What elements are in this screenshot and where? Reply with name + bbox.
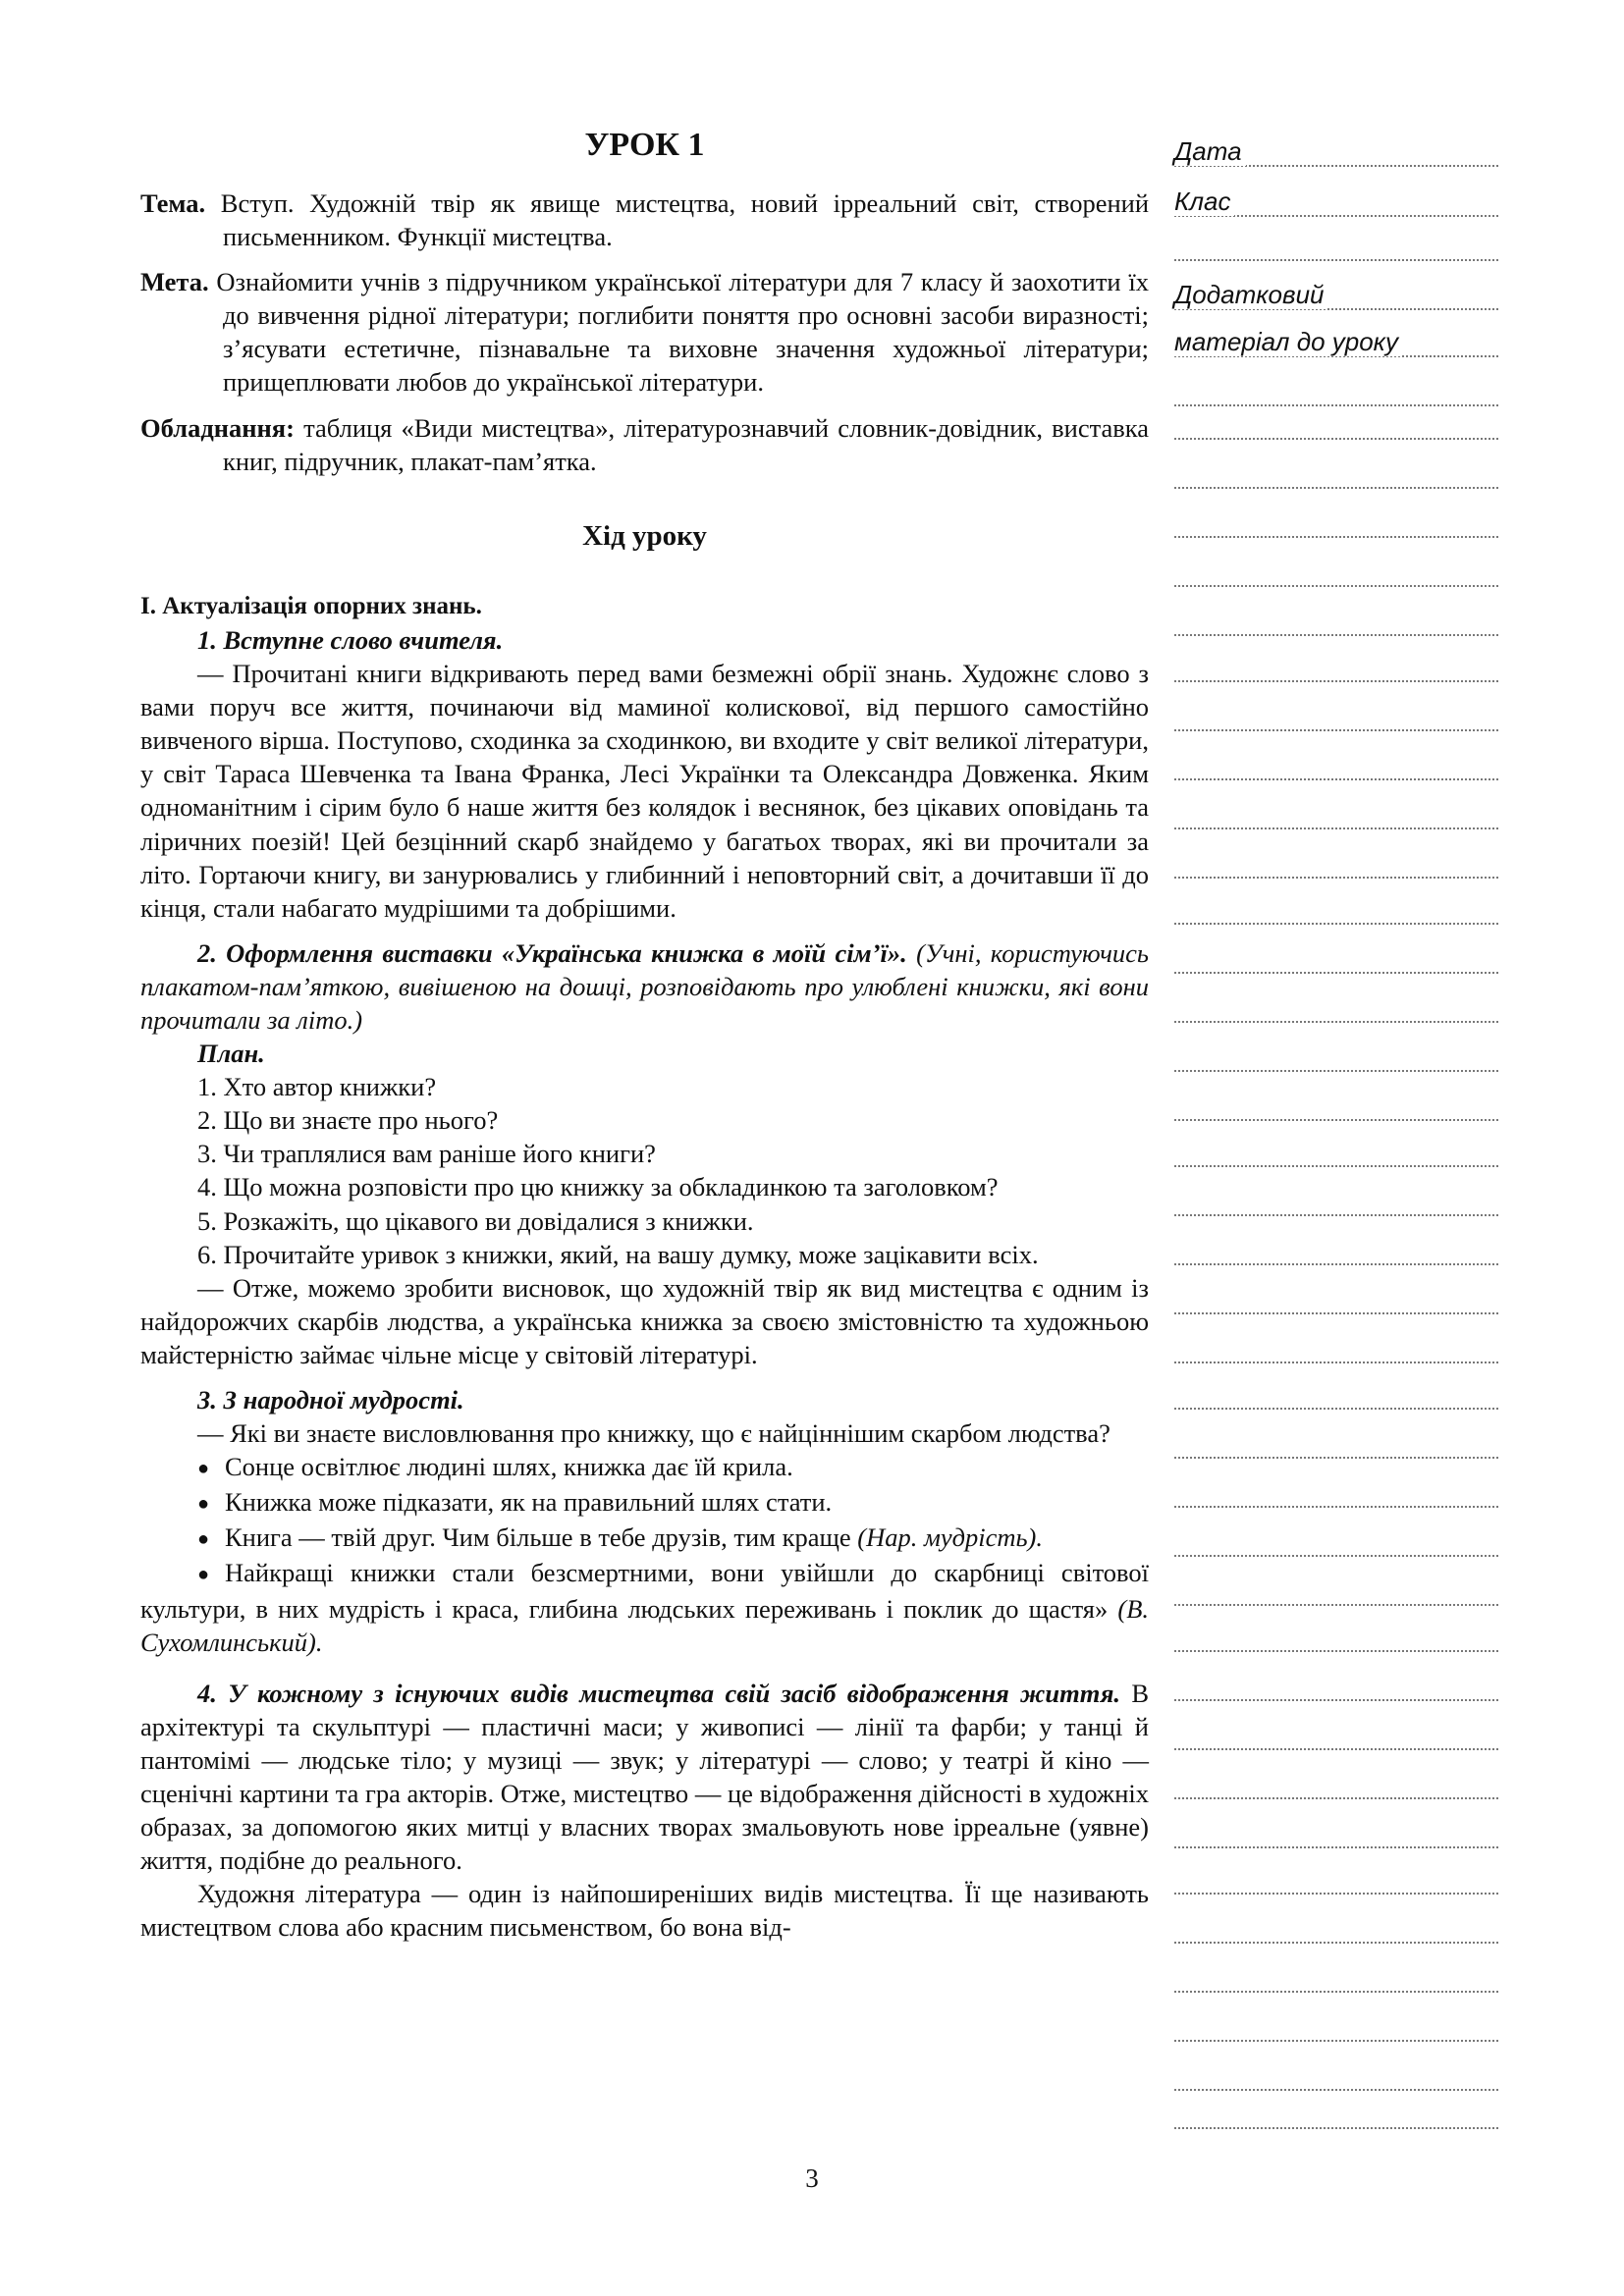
note-line bbox=[1174, 1457, 1498, 1459]
bullet-icon: ● bbox=[197, 1564, 210, 1586]
notes-sidebar bbox=[1174, 0, 1498, 2296]
note-line bbox=[1174, 1748, 1498, 1750]
note-line bbox=[1174, 2040, 1498, 2042]
tema-paragraph bbox=[140, 187, 1149, 253]
item2-conclusion: — Отже, можемо зробити висновок, що художній твір як вид мистецтва є одним із найдорожчих скарбів людства, а українська книжка за своєю змістовністю та художньою майстерністю займає чільне місце у світовій літературі. bbox=[140, 1272, 1149, 1369]
note-line bbox=[1174, 1991, 1498, 1993]
item4-text: В архітектурі та скульптурі — пластичні маси; у живописі — лінії та фарби; у танці й пантомімі — людське тіло; у музиці — звук; у літературі — слово; у театрі й кіно — сценічні картини та гра акторів. Отже, мистецтво — це відображення дійсності в художніх образах, за допомогою яких митці у власних творах змальовують нове ірреальне (уявне) життя, подібне до реального. bbox=[140, 1678, 1149, 1876]
note-line bbox=[1174, 1604, 1498, 1606]
item3-question: — Які ви знаєте висловлювання про книжку, що є найціннішим скарбом людства? bbox=[197, 1418, 1110, 1449]
tema-label: Тема. bbox=[140, 188, 206, 218]
bullet-source: (Нар. мудрість). bbox=[857, 1522, 1044, 1553]
note-line bbox=[1174, 1312, 1498, 1314]
bullet-item-1 bbox=[140, 1450, 1149, 1485]
note-line bbox=[1174, 259, 1498, 261]
note-line bbox=[1174, 1362, 1498, 1363]
bullet-icon: ● bbox=[197, 1528, 210, 1551]
bullet-text: Найкращі книжки стали безсмертними, вони увійшли до скарбниці світової культури, в них мудрість і краса, глибина людських переживань і поклик до щастя» bbox=[140, 1558, 1149, 1624]
bullet-icon: ● bbox=[197, 1458, 210, 1480]
item4-heading: 4. У кожному з існуючих видів мистецтва свій засіб відображення життя. bbox=[197, 1678, 1120, 1708]
note-line bbox=[1174, 680, 1498, 682]
note-line bbox=[1174, 729, 1498, 731]
item1-heading: 1. Вступне слово вчителя. bbox=[197, 624, 504, 655]
item2-note: (Учні, користуючись плакатом-пам’яткою, вивішеною на дошці, розповідають про улюблені книжки, які вони прочитали за літо.) bbox=[140, 937, 1149, 1035]
note-line bbox=[1174, 1699, 1498, 1701]
note-line bbox=[1174, 972, 1498, 974]
note-line bbox=[1174, 1263, 1498, 1265]
plan-item-1: 1. Хто автор книжки? bbox=[197, 1072, 437, 1102]
note-line bbox=[1174, 2089, 1498, 2091]
tema-text: Вступ. Художній твір як явище мистецтва, новий ірреальний світ, створений письменником. Функції мистецтва. bbox=[220, 188, 1150, 252]
item4-paragraph bbox=[140, 1677, 1149, 1878]
note-line bbox=[1174, 1555, 1498, 1557]
material-label: матеріал до уроку bbox=[1174, 327, 1402, 356]
item2-heading: 2. Оформлення виставки «Українська книжка в моїй сім’ї». bbox=[197, 937, 907, 968]
equipment-paragraph bbox=[140, 411, 1149, 478]
note-line bbox=[1174, 634, 1498, 636]
note-line bbox=[1174, 828, 1498, 829]
note-line bbox=[1174, 1797, 1498, 1799]
page-number: 3 bbox=[805, 2163, 819, 2193]
bullet-icon: ● bbox=[197, 1493, 210, 1516]
note-line bbox=[1174, 1942, 1498, 1944]
meta-paragraph bbox=[140, 265, 1149, 399]
bullet-item-4 bbox=[140, 1556, 1149, 1658]
note-line bbox=[1174, 2127, 1498, 2129]
bullet-text: Сонце освітлює людині шлях, книжка дає їй крила. bbox=[225, 1452, 793, 1482]
lesson-progress-heading: Хід уроку bbox=[582, 519, 707, 552]
item4-text2: Художня література — один із найпоширеніших видів мистецтва. Її ще називають мистецтвом слова або красним письменством, бо вона від- bbox=[140, 1879, 1149, 1943]
note-line bbox=[1174, 1165, 1498, 1167]
plan-item-6: 6. Прочитайте уривок з книжки, який, на вашу думку, може зацікавити всіх. bbox=[197, 1239, 1039, 1269]
note-line bbox=[1174, 1021, 1498, 1023]
note-line bbox=[1174, 536, 1498, 538]
bullet-item-3 bbox=[140, 1521, 1149, 1556]
note-line bbox=[1174, 1408, 1498, 1410]
note-line bbox=[1174, 1070, 1498, 1072]
equipment-label: Обладнання: bbox=[140, 412, 295, 443]
main-text-column bbox=[140, 126, 1149, 1945]
note-line bbox=[1174, 1893, 1498, 1895]
bullet-source: (В. Сухомлинський). bbox=[140, 1593, 1150, 1657]
note-line bbox=[1174, 1214, 1498, 1216]
note-line bbox=[1174, 778, 1498, 780]
plan-item-5: 5. Розкажіть, що цікавого ви довідалися з книжки. bbox=[197, 1205, 754, 1236]
section-heading: І. Актуалізація опорних знань. bbox=[140, 592, 482, 619]
bullet-item-2 bbox=[140, 1485, 1149, 1521]
note-line bbox=[1174, 487, 1498, 489]
note-line bbox=[1174, 1846, 1498, 1848]
note-line bbox=[1174, 404, 1498, 406]
note-line bbox=[1174, 1506, 1498, 1508]
item2-paragraph bbox=[140, 936, 1149, 1037]
note-line bbox=[1174, 585, 1498, 587]
bullet-text: Книжка може підказати, як на правильний шлях стати. bbox=[225, 1487, 833, 1518]
additional-label: Додатковий bbox=[1174, 280, 1327, 309]
meta-label: Мета. bbox=[140, 267, 209, 297]
equipment-text: таблиця «Види мистецтва», літературознавчий словник-довідник, виставка книг, підручник, плакат-пам’ятка. bbox=[223, 412, 1149, 476]
plan-label: План. bbox=[197, 1039, 265, 1069]
date-label: Дата bbox=[1174, 136, 1246, 166]
plan-item-4: 4. Що можна розповісти про цю книжку за обкладинкою та заголовком? bbox=[197, 1172, 999, 1202]
item3-heading: 3. З народної мудрості. bbox=[197, 1385, 464, 1415]
item1-text: — Прочитані книги відкривають перед вами безмежні обрії знань. Художнє слово з вами поруч все життя, починаючи від маминої колискової, від першого самостійно вивченого вірша. Поступово, сходинка за сходинкою, ви входите у світ великої літератури, у світ Тараса Шевченка та Івана Франка, Лесі Українки та Олександра Довженка. Яким одноманітним і сірим було б наше життя без колядок і веснянок, без цікавих оповідань та ліричних поезій! Цей безцінний скарб знайдемо у багатьох творах, які ви прочитали за літо. Гортаючи книгу, ви занурювались у глибинний і неповторний світ, а дочитавши її до кінця, стали набагато мудрішими та добрішими. bbox=[140, 659, 1149, 923]
note-line bbox=[1174, 1650, 1498, 1652]
meta-text: Ознайомити учнів з підручником української літератури для 7 класу й заохотити їх до вивчення рідної літератури; поглибити поняття про основні засоби виразності; з’ясувати естетичне, пізнавальне та виховне значення художньої літератури; прищеплювати любов до української літератури. bbox=[216, 267, 1149, 398]
plan-item-3: 3. Чи траплялися вам раніше його книги? bbox=[197, 1139, 656, 1169]
note-line bbox=[1174, 877, 1498, 879]
note-line bbox=[1174, 1119, 1498, 1121]
note-line bbox=[1174, 438, 1498, 440]
note-line bbox=[1174, 923, 1498, 925]
lesson-title: УРОК 1 bbox=[584, 127, 705, 163]
bullet-text: Книга — твій друг. Чим більше в тебе друзів, тим краще bbox=[225, 1522, 851, 1553]
class-label: Клас bbox=[1174, 187, 1234, 216]
plan-item-2: 2. Що ви знаєте про нього? bbox=[197, 1105, 499, 1136]
